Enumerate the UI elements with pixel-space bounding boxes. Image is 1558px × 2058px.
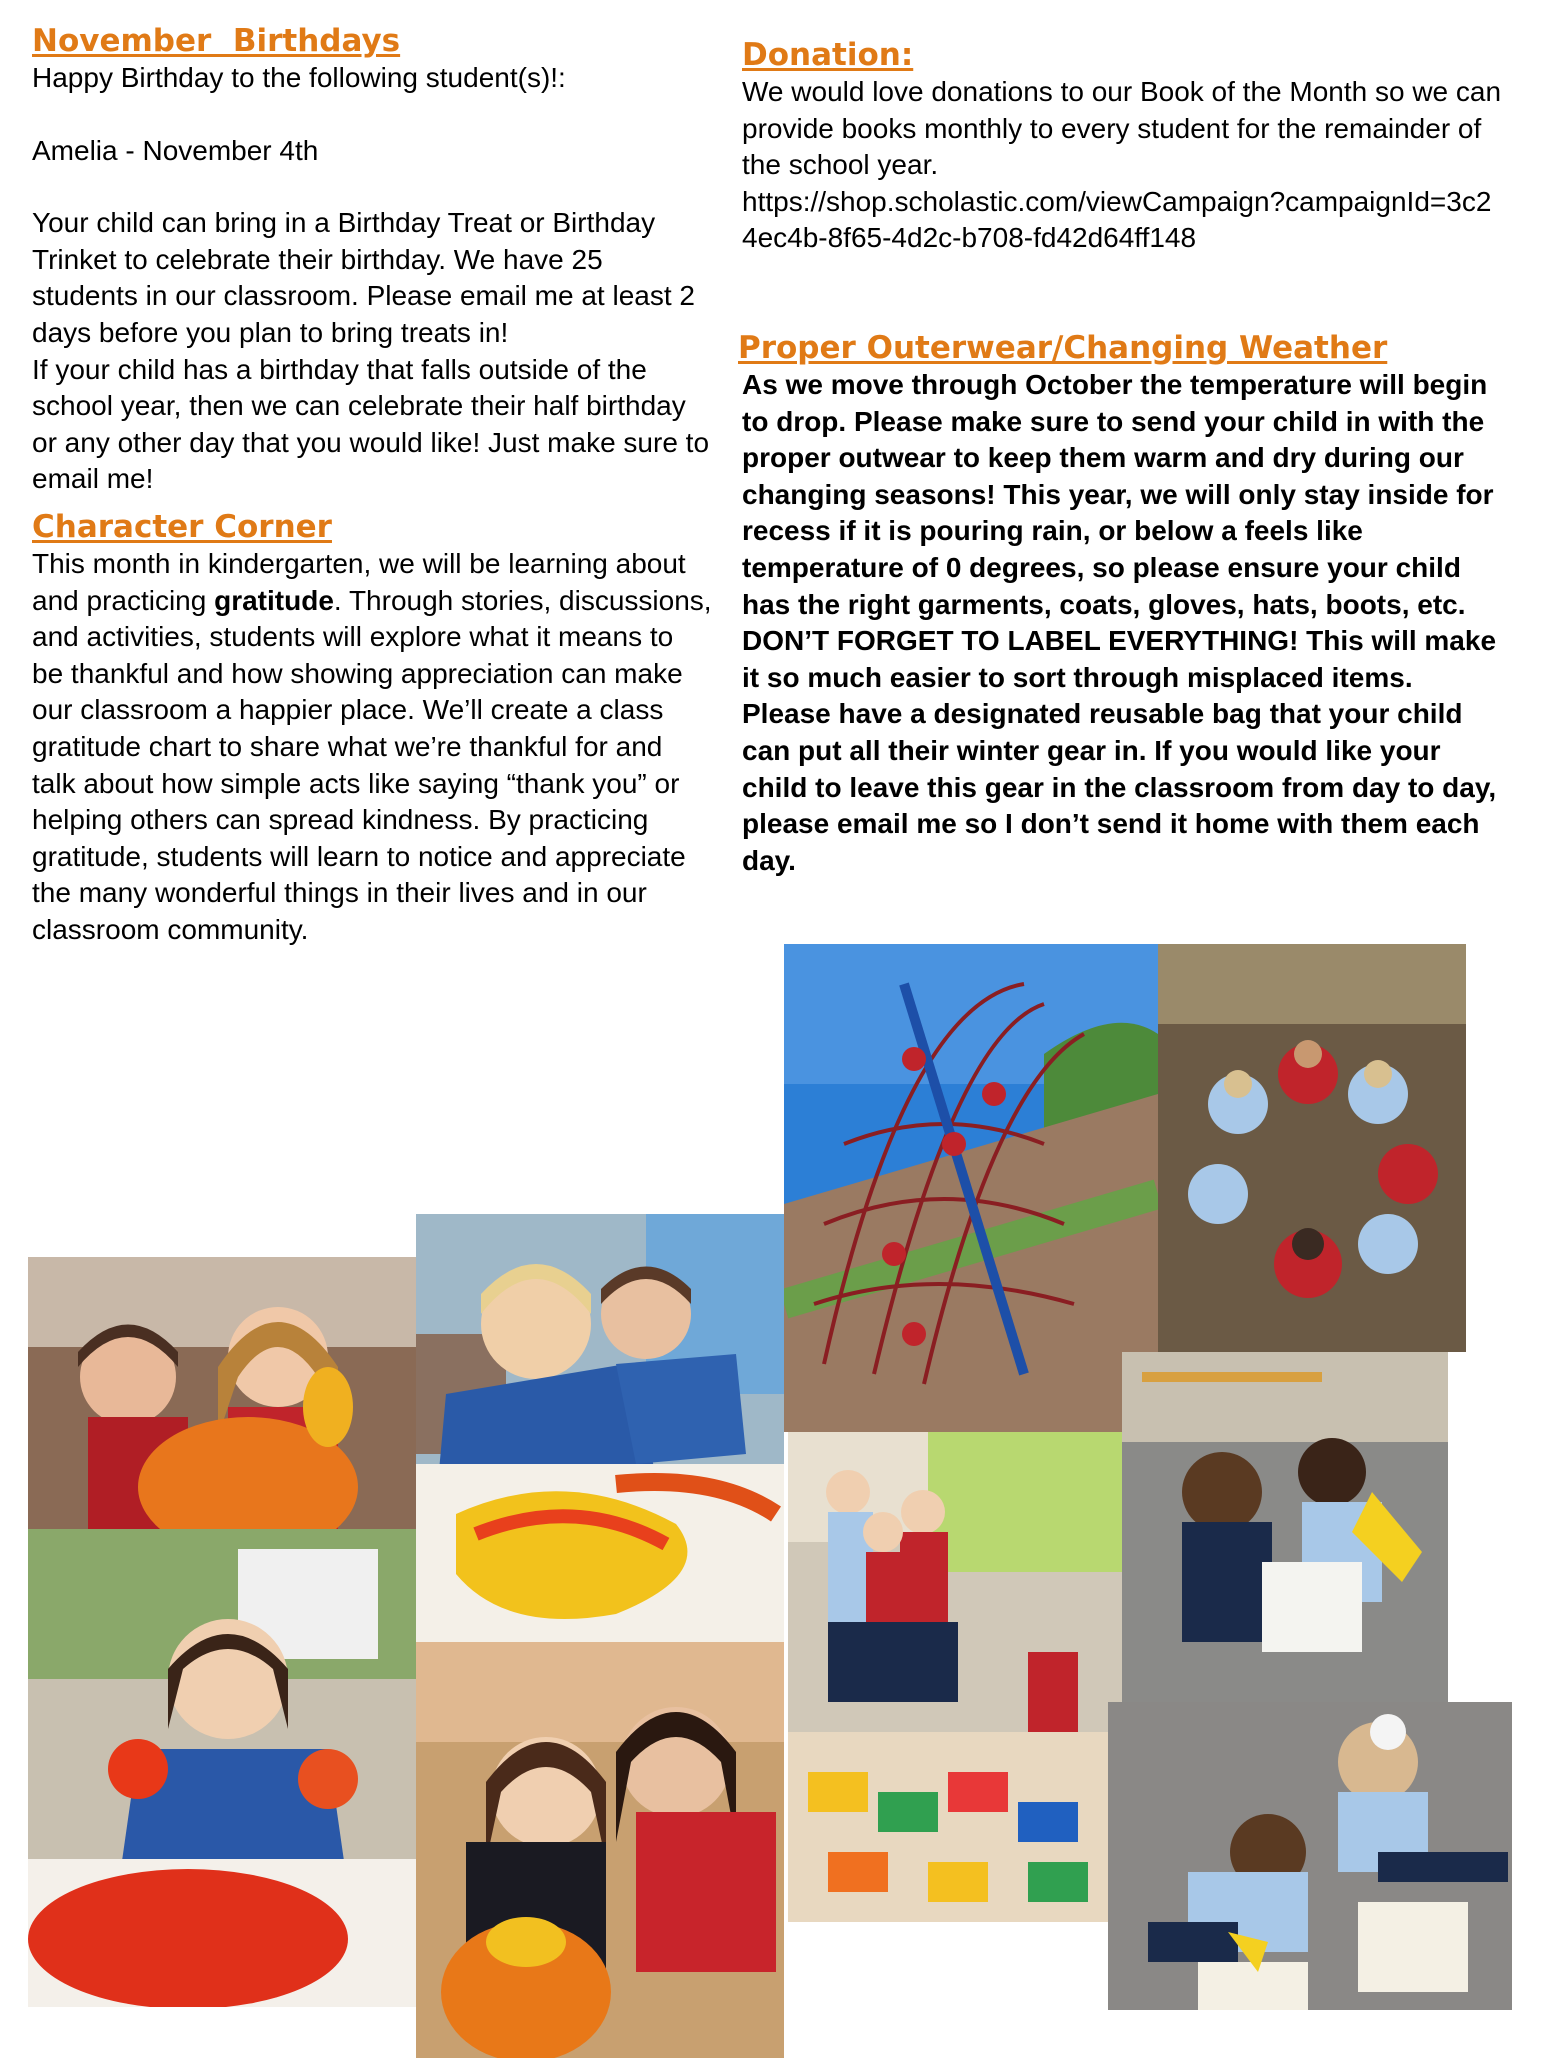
donation-text: We would love donations to our Book of the Month so we can provide books monthly to every student for the remainder of the school year. (742, 76, 1502, 181)
students-with-blocks-photo (788, 1432, 1122, 1922)
character-text-start: This month in kindergarten, we will be learning about and practicing (32, 547, 686, 616)
gratitude-word: gratitude (214, 584, 334, 616)
birthdays-heading: November Birthdays (32, 23, 401, 59)
donation-link[interactable]: https://shop.scholastic.com/viewCampaign?campaignId=3c24ec4b-8f65-4d2c-b708-fd42d64ff148 (742, 185, 1492, 254)
character-corner-text (32, 546, 712, 949)
right-column (738, 36, 1512, 879)
birthday-entry: Amelia - November 4th (32, 134, 319, 166)
birthday-outside-text: If your child has a birthday that falls outside of the school year, then we can celebrate their half birthday or any other day that you would like! Just make sure to email me! (32, 353, 710, 495)
character-text-end: . Through stories, discussions, and activities, students will explore what it means to be thankful and how showing appreciation can make our classroom a happier place. We’ll create a class gratitude chart to share what we’re thankful for and talk about how simple acts like saying “thank you” or helping others can spread kindness. By practicing gratitude, students will learn to notice and appreciate the many wonderful things in their lives and in our classroom community. (32, 584, 712, 945)
pumpkin-scooping-photo (28, 1257, 416, 1529)
birthdays-intro: Happy Birthday to the following student(s)!: (32, 62, 566, 93)
pumpkin-seeds-photo (416, 1642, 784, 2058)
finger-painting-photo (416, 1214, 784, 1642)
donation-heading: Donation: (742, 37, 914, 73)
outerwear-text: As we move through October the temperature will begin to drop. Please make sure to send your child in with the proper outwear to keep them warm and dry during our changing seasons! This year, we will only stay inside for recess if it is pouring rain, or below a feels like temperature of 0 degrees, so please ensure your child has the right garments, coats, gloves, hats, boots, etc. DON’T FORGET TO LABEL EVERYTHING! This will make it so much easier to sort through misplaced items. Please have a designated reusable bag that your child can put all their winter gear in. If you would like your child to leave this gear in the classroom from day to day, please email me so I don’t send it home with them each day. (742, 368, 1497, 876)
students-coloring-floor-photo (1108, 1702, 1512, 2010)
outerwear-heading: Proper Outerwear/Changing Weather (738, 329, 1388, 366)
birthday-treat-text: Your child can bring in a Birthday Treat or Birthday Trinket to celebrate their birthday. We have 25 students in our classroom. Please email me at least 2 days before you plan to bring treats in! (32, 207, 695, 348)
students-reading-floor-photo (1122, 1352, 1448, 1702)
students-circle-outdoors-photo (1158, 944, 1466, 1352)
left-column (32, 22, 712, 948)
climbing-net-playground-photo (784, 944, 1158, 1432)
painted-hands-photo (28, 1529, 416, 2007)
character-corner-heading: Character Corner (32, 508, 332, 545)
